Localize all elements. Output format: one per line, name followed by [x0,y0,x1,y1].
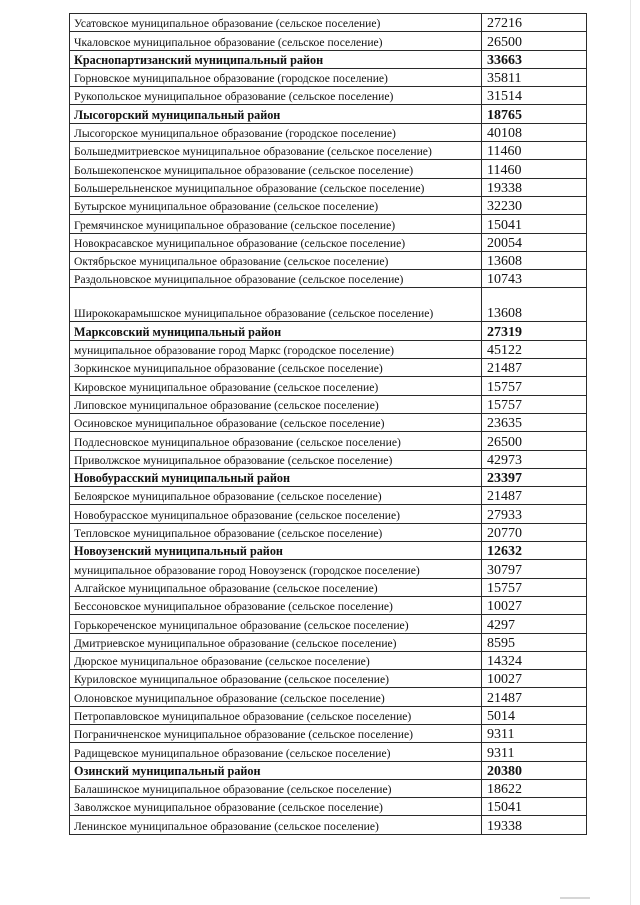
settlement-name-cell: Лысогорское муниципальное образование (городское поселение) [70,123,482,141]
table-row [70,413,587,431]
table-row [70,142,587,160]
table-row [70,251,587,269]
table-row [70,798,587,816]
settlement-name-cell: Балашинское муниципальное образование (сельское поселение) [70,779,482,797]
scan-edge [630,0,631,905]
table-row [70,160,587,178]
value-cell: 40108 [482,123,587,141]
value-cell: 13608 [482,251,587,269]
table-row [70,596,587,614]
settlement-name-cell: Усатовское муниципальное образование (сельское поселение) [70,14,482,32]
value-cell: 9311 [482,743,587,761]
settlement-name-cell: Новобурасское муниципальное образование (сельское поселение) [70,505,482,523]
value-cell: 13608 [482,288,587,322]
value-cell: 10027 [482,670,587,688]
value-cell: 19338 [482,816,587,834]
table-row [70,505,587,523]
settlement-name-cell: Большедмитриевское муниципальное образование (сельское поселение) [70,142,482,160]
value-cell: 15757 [482,377,587,395]
settlement-name-cell: Бутырское муниципальное образование (сельское поселение) [70,196,482,214]
value-cell: 20770 [482,523,587,541]
value-cell: 12632 [482,542,587,560]
table-row [70,270,587,288]
settlement-name-cell: Приволжское муниципальное образование (сельское поселение) [70,450,482,468]
settlement-name-cell: муниципальное образование город Новоузенск (городское поселение) [70,560,482,578]
district-name-cell: Лысогорский муниципальный район [70,105,482,123]
table-row [70,743,587,761]
table-row [70,560,587,578]
settlement-name-cell: Большекопенское муниципальное образование (сельское поселение) [70,160,482,178]
table-row [70,178,587,196]
value-cell: 15041 [482,215,587,233]
table-row [70,779,587,797]
district-name-cell: Новобурасский муниципальный район [70,468,482,486]
table-row [70,359,587,377]
settlement-name-cell: Белоярское муниципальное образование (сельское поселение) [70,487,482,505]
value-cell: 10743 [482,270,587,288]
table-row [70,68,587,86]
settlement-name-cell: Рукопольское муниципальное образование (сельское поселение) [70,87,482,105]
settlement-name-cell: Бессоновское муниципальное образование (сельское поселение) [70,596,482,614]
table-row [70,196,587,214]
value-cell: 27933 [482,505,587,523]
table-row [70,377,587,395]
settlement-name-cell: Большерельненское муниципальное образование (сельское поселение) [70,178,482,196]
value-cell: 14324 [482,651,587,669]
value-cell: 18765 [482,105,587,123]
settlement-name-cell: Подлесновское муниципальное образование (сельское поселение) [70,432,482,450]
value-cell: 19338 [482,178,587,196]
value-cell: 9311 [482,724,587,742]
table-row [70,578,587,596]
district-row [70,50,587,68]
value-cell: 45122 [482,340,587,358]
value-cell: 26500 [482,32,587,50]
value-cell: 5014 [482,706,587,724]
table-row [70,816,587,834]
value-cell: 4297 [482,615,587,633]
value-cell: 33663 [482,50,587,68]
value-cell: 15757 [482,395,587,413]
settlement-name-cell: Гремячинское муниципальное образование (сельское поселение) [70,215,482,233]
settlement-name-cell: Зоркинское муниципальное образование (сельское поселение) [70,359,482,377]
district-name-cell: Краснопартизанский муниципальный район [70,50,482,68]
settlement-name-cell: Горновское муниципальное образование (городское поселение) [70,68,482,86]
table-row [70,233,587,251]
settlement-name-cell: Октябрьское муниципальное образование (сельское поселение) [70,251,482,269]
table-body [70,14,587,835]
district-row [70,761,587,779]
value-cell: 20380 [482,761,587,779]
table-row [70,633,587,651]
value-cell: 20054 [482,233,587,251]
settlement-name-cell: Раздольновское муниципальное образование (сельское поселение) [70,270,482,288]
settlements-table [69,13,587,835]
settlement-name-cell: Куриловское муниципальное образование (сельское поселение) [70,670,482,688]
value-cell: 10027 [482,596,587,614]
settlement-name-cell: Липовское муниципальное образование (сельское поселение) [70,395,482,413]
value-cell: 23397 [482,468,587,486]
settlement-name-cell: Дюрское муниципальное образование (сельское поселение) [70,651,482,669]
table-row [70,395,587,413]
table-row [70,670,587,688]
table-row [70,14,587,32]
table-row [70,651,587,669]
value-cell: 30797 [482,560,587,578]
settlement-name-cell: Горькореченское муниципальное образование (сельское поселение) [70,615,482,633]
settlement-name-cell: Заволжское муниципальное образование (сельское поселение) [70,798,482,816]
value-cell: 27216 [482,14,587,32]
value-cell: 11460 [482,142,587,160]
settlement-name-cell: Ширококарамышское муниципальное образование (сельское поселение) [70,288,482,322]
settlement-name-cell: Тепловское муниципальное образование (сельское поселение) [70,523,482,541]
value-cell: 35811 [482,68,587,86]
value-cell: 23635 [482,413,587,431]
settlement-name-cell: Пограничненское муниципальное образование (сельское поселение) [70,724,482,742]
value-cell: 42973 [482,450,587,468]
value-cell: 27319 [482,322,587,340]
district-name-cell: Марксовский муниципальный район [70,322,482,340]
district-row [70,105,587,123]
district-row [70,322,587,340]
settlement-name-cell: Чкаловское муниципальное образование (сельское поселение) [70,32,482,50]
table-row [70,688,587,706]
table-row [70,487,587,505]
value-cell: 18622 [482,779,587,797]
table-row [70,523,587,541]
table-row [70,87,587,105]
value-cell: 21487 [482,359,587,377]
table-row [70,724,587,742]
value-cell: 15757 [482,578,587,596]
settlement-name-cell: Радищевское муниципальное образование (сельское поселение) [70,743,482,761]
scan-mark [560,897,590,899]
table-row [70,32,587,50]
value-cell: 32230 [482,196,587,214]
district-row [70,468,587,486]
district-row [70,542,587,560]
district-name-cell: Озинский муниципальный район [70,761,482,779]
settlement-name-cell: Ленинское муниципальное образование (сельское поселение) [70,816,482,834]
table-row [70,615,587,633]
settlement-name-cell: Кировское муниципальное образование (сельское поселение) [70,377,482,395]
district-name-cell: Новоузенский муниципальный район [70,542,482,560]
table-row [70,288,587,322]
settlement-name-cell: Петропавловское муниципальное образование (сельское поселение) [70,706,482,724]
table-row [70,340,587,358]
table-row [70,432,587,450]
settlement-name-cell: Осиновское муниципальное образование (сельское поселение) [70,413,482,431]
settlement-name-cell: Новокрасавское муниципальное образование (сельское поселение) [70,233,482,251]
table-row [70,123,587,141]
settlement-name-cell: Олоновское муниципальное образование (сельское поселение) [70,688,482,706]
value-cell: 21487 [482,688,587,706]
table-row [70,215,587,233]
table-row [70,706,587,724]
value-cell: 8595 [482,633,587,651]
settlement-name-cell: муниципальное образование город Маркс (городское поселение) [70,340,482,358]
value-cell: 31514 [482,87,587,105]
settlement-name-cell: Дмитриевское муниципальное образование (сельское поселение) [70,633,482,651]
table-row [70,450,587,468]
value-cell: 15041 [482,798,587,816]
settlement-name-cell: Алгайское муниципальное образование (сельское поселение) [70,578,482,596]
value-cell: 21487 [482,487,587,505]
value-cell: 26500 [482,432,587,450]
value-cell: 11460 [482,160,587,178]
